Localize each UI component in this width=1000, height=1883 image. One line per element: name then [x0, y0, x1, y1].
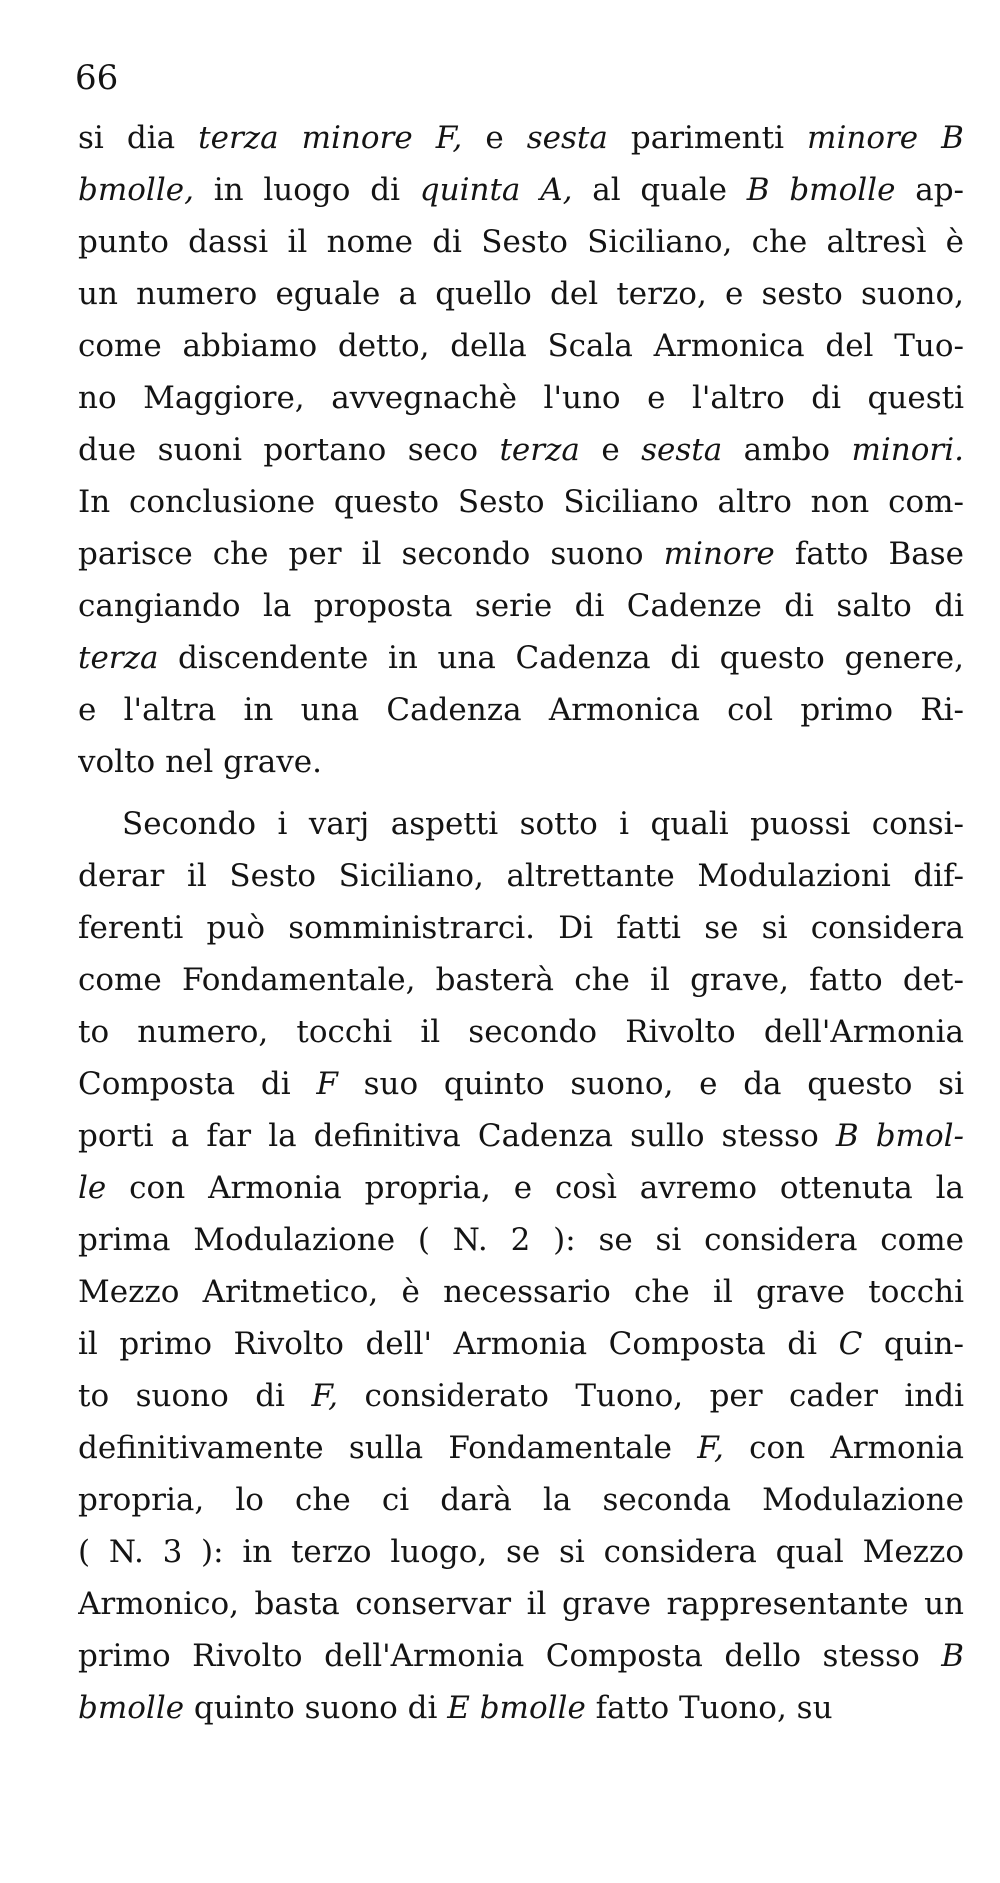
text-line	[78, 1006, 964, 1058]
text-line	[78, 1318, 964, 1370]
text-segment: un numero eguale a quello del terzo, e sesto suono,	[78, 276, 964, 312]
italic-text: terza	[78, 640, 159, 676]
text-segment: prima Modulazione ( N. 2 ): se si considera come	[78, 1222, 964, 1258]
text-segment: con Armonia	[723, 1430, 964, 1466]
text-segment: quinto suono di	[184, 1690, 448, 1726]
text-segment: con Armonia propria, e così avremo ottenuta la	[106, 1170, 964, 1206]
text-line	[78, 736, 964, 788]
text-line	[78, 372, 964, 424]
text-segment: ap-	[895, 172, 964, 208]
text-line	[78, 268, 964, 320]
text-segment: considerato Tuono, per cader indi	[337, 1378, 964, 1414]
italic-text: E bmolle	[447, 1690, 586, 1726]
italic-text: minori.	[851, 432, 964, 468]
text-segment: cangiando la proposta serie di Cadenze di salto di	[78, 588, 964, 624]
text-segment: in luogo di	[193, 172, 420, 208]
text-line	[78, 1214, 964, 1266]
text-line	[78, 1422, 964, 1474]
page-number: 66	[75, 58, 119, 98]
text-line	[78, 476, 964, 528]
italic-text: terza minore F,	[198, 120, 463, 156]
text-line	[78, 1526, 964, 1578]
text-segment: suo quinto suono, e da questo si	[337, 1066, 964, 1102]
text-segment: come abbiamo detto, della Scala Armonica del Tuo-	[78, 328, 964, 364]
text-segment: discendente in una Cadenza di questo genere,	[158, 640, 964, 676]
text-segment: fatto Base	[774, 536, 964, 572]
italic-text: bmolle	[78, 1690, 185, 1726]
text-segment: Mezzo Aritmetico, è necessario che il grave tocchi	[78, 1274, 964, 1310]
text-line	[78, 580, 964, 632]
text-segment: parimenti	[607, 120, 808, 156]
italic-text: C	[838, 1326, 863, 1362]
text-segment: In conclusione questo Sesto Siciliano altro non com-	[78, 484, 964, 520]
text-segment: no Maggiore, avvegnachè l'uno e l'altro di questi	[78, 380, 964, 416]
text-line	[78, 1630, 964, 1682]
text-segment: si dia	[78, 120, 199, 156]
text-line	[78, 1162, 964, 1214]
text-segment: come Fondamentale, basterà che il grave, fatto det-	[78, 962, 964, 998]
italic-text: le	[78, 1170, 107, 1206]
text-line	[78, 164, 964, 216]
text-line	[78, 1370, 964, 1422]
italic-text: bmolle,	[78, 172, 194, 208]
text-segment: quin-	[862, 1326, 964, 1362]
italic-text: minore B	[807, 120, 964, 156]
text-segment: Secondo i varj aspetti sotto i quali puossi consi-	[122, 806, 964, 842]
text-segment: to numero, tocchi il secondo Rivolto dell'Armonia	[78, 1014, 964, 1050]
text-line	[78, 1474, 964, 1526]
body-text	[78, 112, 964, 1734]
italic-text: B	[941, 1638, 964, 1674]
text-line	[78, 684, 964, 736]
text-line	[78, 320, 964, 372]
text-line	[78, 954, 964, 1006]
text-line	[78, 1110, 964, 1162]
text-line	[78, 112, 964, 164]
text-line	[78, 424, 964, 476]
text-line	[78, 1058, 964, 1110]
text-line	[78, 632, 964, 684]
text-segment: volto nel grave.	[78, 744, 323, 780]
text-segment: due suoni portano seco	[78, 432, 500, 468]
italic-text: terza	[499, 432, 580, 468]
text-segment: propria, lo che ci darà la seconda Modulazione	[78, 1482, 964, 1518]
text-line	[78, 1682, 964, 1734]
text-segment: e	[579, 432, 642, 468]
text-segment: ( N. 3 ): in terzo luogo, se si considera qual Mezzo	[78, 1534, 964, 1570]
text-line	[78, 528, 964, 580]
text-line	[78, 216, 964, 268]
text-segment: fatto Tuono, su	[585, 1690, 833, 1726]
text-line	[78, 1578, 964, 1630]
text-line	[78, 798, 964, 850]
italic-text: sesta	[641, 432, 723, 468]
italic-text: F,	[697, 1430, 724, 1466]
italic-text: F,	[311, 1378, 338, 1414]
text-line	[78, 902, 964, 954]
text-segment: parisce che per il secondo suono	[78, 536, 664, 572]
italic-text: sesta	[526, 120, 608, 156]
italic-text: B bmolle	[746, 172, 896, 208]
italic-text: B bmol-	[835, 1118, 964, 1154]
text-segment: ferenti può somministrarci. Di fatti se si considera	[78, 910, 964, 946]
text-segment: derar il Sesto Siciliano, altrettante Modulazioni dif-	[78, 858, 964, 894]
italic-text: F	[316, 1066, 338, 1102]
text-segment: definitivamente sulla Fondamentale	[78, 1430, 698, 1466]
text-segment: primo Rivolto dell'Armonia Composta dello stesso	[78, 1638, 942, 1674]
text-segment: Armonico, basta conservar il grave rappresentante un	[78, 1586, 964, 1622]
text-segment: ambo	[722, 432, 852, 468]
text-segment: e	[462, 120, 527, 156]
italic-text: minore	[663, 536, 775, 572]
paragraph-gap	[78, 788, 964, 798]
text-segment: to suono di	[78, 1378, 312, 1414]
text-line	[78, 850, 964, 902]
italic-text: quinta A,	[419, 172, 573, 208]
text-line	[78, 1266, 964, 1318]
text-segment: al quale	[572, 172, 747, 208]
text-segment: Composta di	[78, 1066, 317, 1102]
text-segment: e l'altra in una Cadenza Armonica col primo Ri-	[78, 692, 964, 728]
text-segment: porti a far la definitiva Cadenza sullo stesso	[78, 1118, 836, 1154]
text-segment: il primo Rivolto dell' Armonia Composta di	[78, 1326, 839, 1362]
text-segment: punto dassi il nome di Sesto Siciliano, che altresì è	[78, 224, 964, 260]
